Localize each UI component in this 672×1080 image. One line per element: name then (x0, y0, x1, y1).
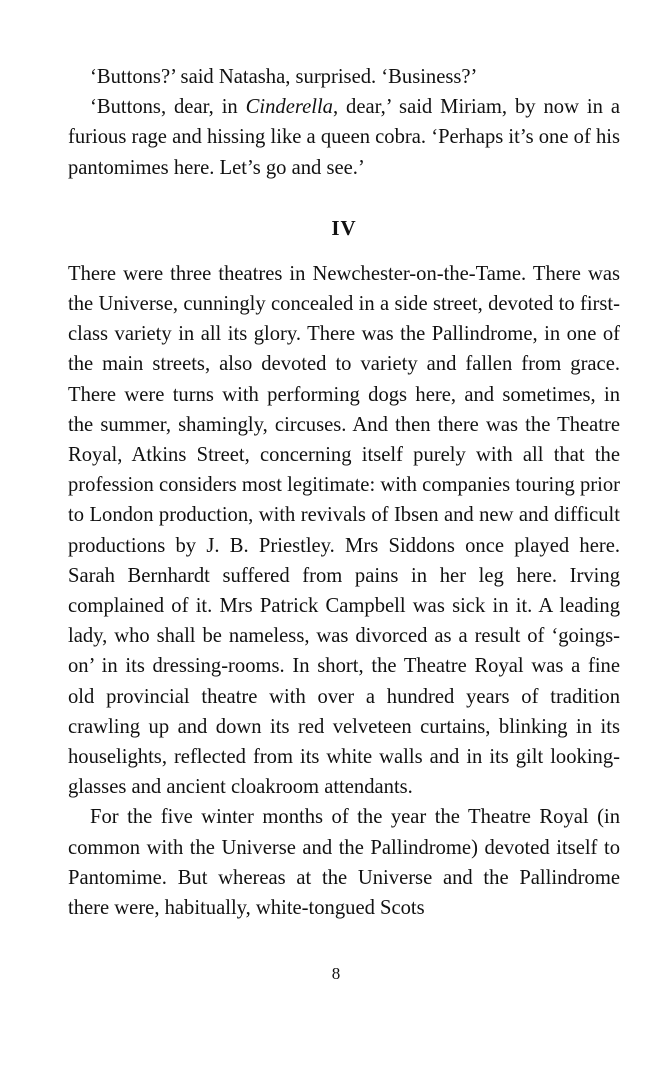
paragraph-winter-months (68, 802, 620, 923)
paragraph-text: There were three theatres in Newchester-on-the-Tame. There was the Universe, cunningly concealed in a side street, devoted to first-class variety in all its glory. There was the Pallindrome, in one of the main streets, also devoted to variety and fallen from grace. There were turns with performing dogs here, and sometimes, in the summer, shamingly, circuses. And then there was the Theatre Royal, Atkins Street, concerning itself purely with all that the profession considers most legitimate: with companies touring prior to London production, with revivals of Ibsen and new and difficult productions by J. B. Priestley. Mrs Siddons once played here. Sarah Bernhardt suffered from pains in her leg here. Irving complained of it. Mrs Patrick Campbell was sick in it. A leading lady, who shall be nameless, was divorced as a result of ‘goings-on’ in its dressing-rooms. In short, the Theatre Royal was a fine old provincial theatre with over a hundred years of tradition crawling up and down its red velveteen curtains, blinking in its houselights, reflected from its white walls and in its gilt looking-glasses and ancient cloakroom attendants. (68, 262, 620, 799)
chapter-heading: IV (331, 215, 357, 240)
paragraph-text: ‘Buttons?’ said Natasha, surprised. ‘Business?’ (90, 66, 478, 88)
paragraph-miriam-reply (68, 92, 620, 183)
paragraph-text: For the five winter months of the year the Theatre Royal (in common with the Universe and the Pallindrome) devoted itself to Pantomime. But whereas at the Universe and the Pallindrome there were, habitually, white-tongued Scots (68, 806, 620, 920)
paragraph-text: , dear,’ said Miriam, by now in a furious rage and hissing like a queen cobra. ‘Perhaps it’s one of his pantomimes here. Let’s go and see.’ (68, 96, 620, 179)
paragraph-three-theatres (68, 259, 620, 803)
page-number: 8 (331, 964, 341, 983)
paragraph-text: ‘Buttons, dear, in (90, 96, 246, 119)
italic-title-cinderella: Cinderella (245, 96, 333, 119)
book-page-text (68, 62, 620, 923)
paragraph-buttons-question (68, 62, 620, 92)
